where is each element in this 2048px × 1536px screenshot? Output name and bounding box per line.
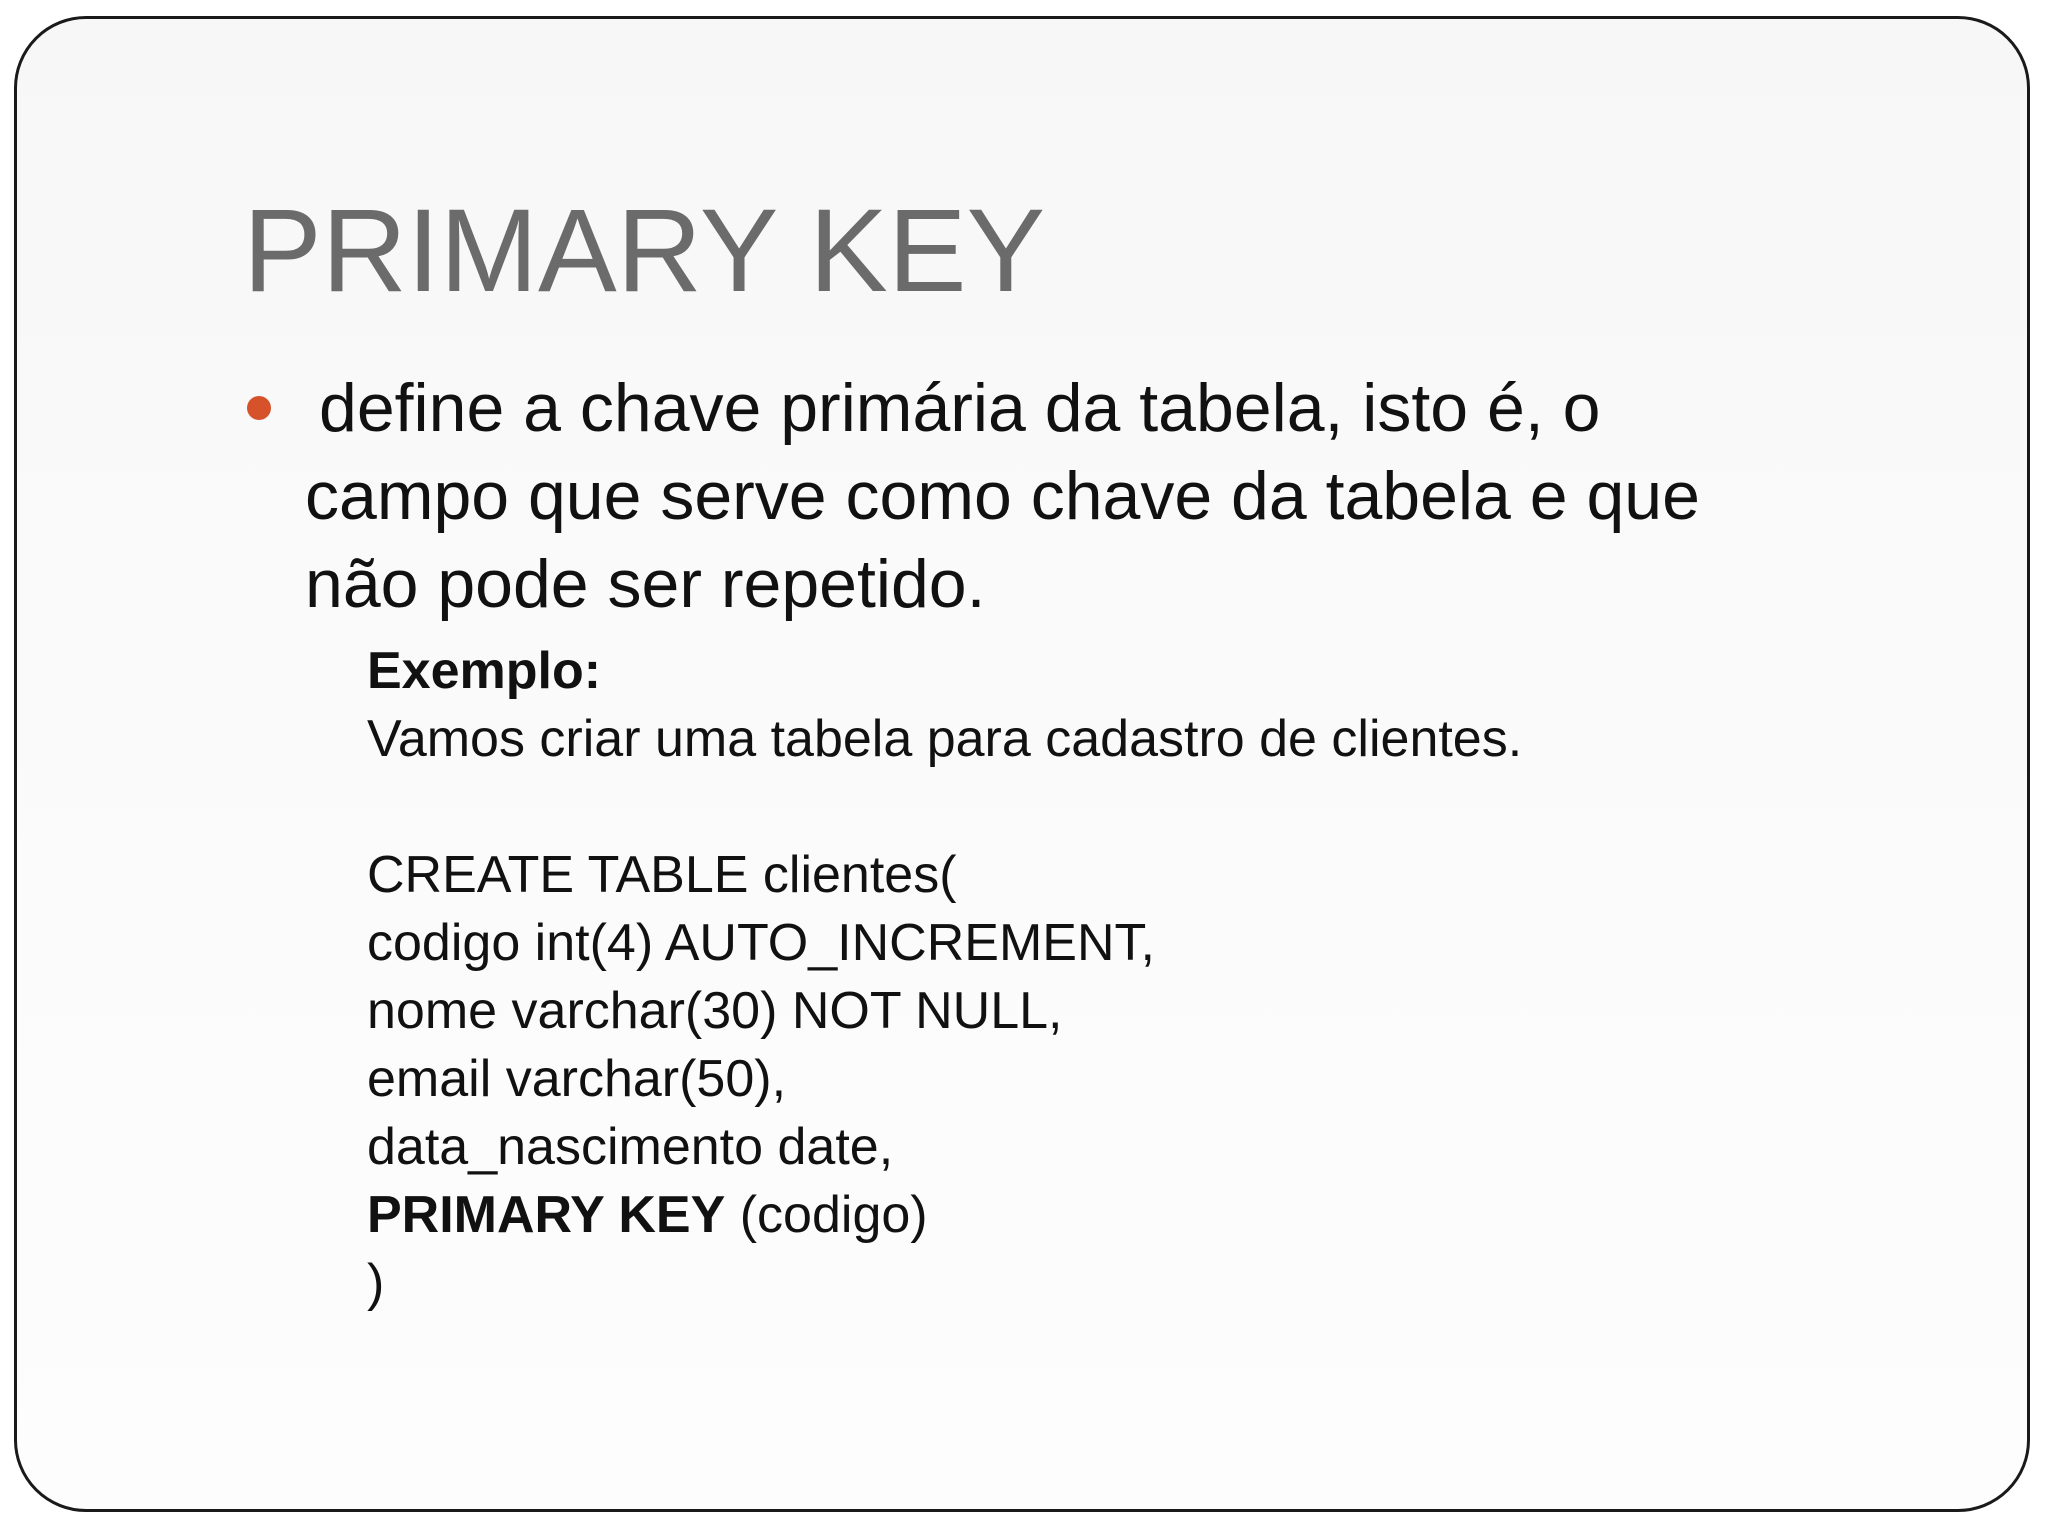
example-heading: Exemplo: bbox=[367, 642, 602, 700]
code-line-nome: nome varchar(30) NOT NULL, bbox=[367, 982, 1063, 1040]
slide-frame bbox=[14, 16, 2030, 1512]
code-line-close-paren: ) bbox=[367, 1254, 385, 1312]
primary-key-keyword: PRIMARY KEY bbox=[367, 1186, 726, 1244]
bullet-item bbox=[243, 364, 1883, 628]
code-line-data-nascimento: data_nascimento date, bbox=[367, 1118, 894, 1176]
code-line-email: email varchar(50), bbox=[367, 1050, 787, 1108]
blank-line bbox=[367, 773, 1522, 841]
code-line-codigo: codigo int(4) AUTO_INCREMENT, bbox=[367, 914, 1155, 972]
bullet-dot-icon bbox=[247, 396, 271, 420]
slide-title: PRIMARY KEY bbox=[243, 185, 1046, 317]
example-block bbox=[367, 637, 1522, 1317]
example-intro: Vamos criar uma tabela para cadastro de clientes. bbox=[367, 710, 1523, 768]
bullet-text: define a chave primária da tabela, isto é, o campo que serve como chave da tabela e que não pode ser repetido. bbox=[305, 370, 1700, 622]
code-line-primary-key bbox=[367, 1181, 1522, 1249]
primary-key-column: (codigo) bbox=[725, 1186, 928, 1244]
code-line-create-table: CREATE TABLE clientes( bbox=[367, 846, 957, 904]
